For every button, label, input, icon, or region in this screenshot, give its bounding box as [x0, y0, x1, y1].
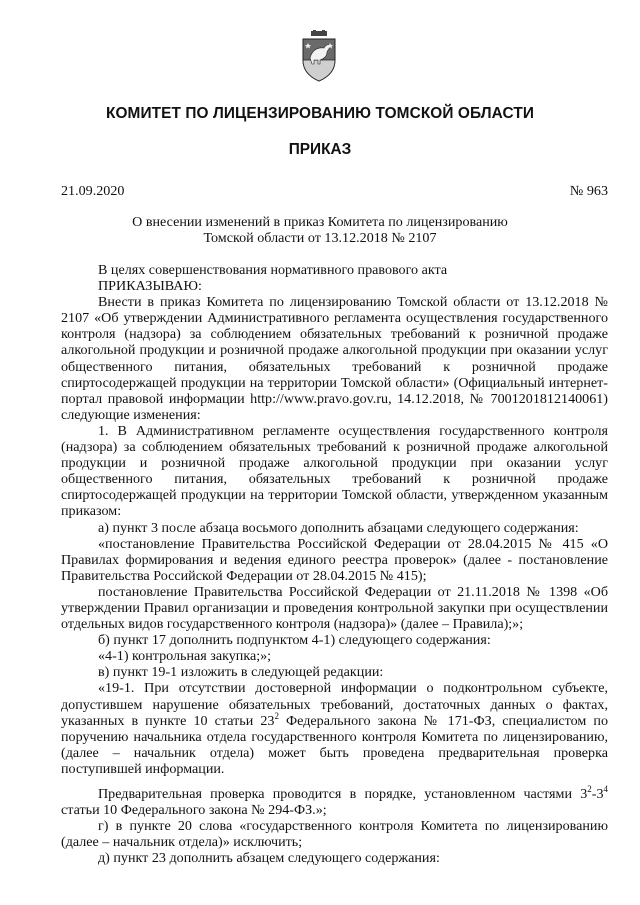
paragraph-order: ПРИКАЗЫВАЮ: [98, 278, 202, 295]
paragraph-item-v: в) пункт 19-1 изложить в следующей редакции: [98, 664, 384, 681]
order-subject [0, 214, 640, 246]
paragraph-subitem-4-1: «4-1) контрольная закупка;»; [98, 648, 272, 665]
date-number-line [61, 183, 608, 200]
order-number: № 963 [569, 183, 608, 199]
organization-title: КОМИТЕТ ПО ЛИЦЕНЗИРОВАНИЮ ТОМСКОЙ ОБЛАСТИ [105, 105, 534, 122]
paragraph-purpose: В целях совершенствования нормативного правового акта [98, 262, 448, 278]
paragraph-item-b: б) пункт 17 дополнить подпунктом 4-1) следующего содержания: [98, 632, 491, 649]
subject-line-1: О внесении изменений в приказ Комитета по лицензированию [132, 214, 508, 230]
order-body [61, 262, 608, 866]
subject-line-2: Томской области от 13.12.2018 № 2107 [203, 230, 437, 247]
paragraph-amend-order: Внести в приказ Комитета по лицензированию Томской области от 13.12.2018 № 2107 «Об утверждении Административного регламента осуществления государственного контроля (надзора) за соблюдением обязательных требований к розничной продаже алкогольной продукции и розничной продаже алкогольной продукции при оказании услуг общественного питания, обязательных требований к розничной продаже спиртосодержащей продукции на территории Томской области» (Официальный интернет-портал правовой информации http://www.pravo.gov.ru, 14.12.2018, № 7001201812140061) следующие изменения: [61, 294, 608, 423]
order-date: 21.09.2020 [61, 183, 125, 199]
document-type-title: ПРИКАЗ [288, 141, 352, 158]
paragraph-resolution-1398: постановление Правительства Российской Федерации от 21.11.2018 № 1398 «Об утверждении Правил организации и проведения контрольной закупки при осуществлении отдельных видов государственного контроля (надзора)» (далее – Правила);»; [61, 583, 608, 633]
paragraph-item-g: г) в пункте 20 слова «государственного контроля Комитета по лицензированию (далее – начальник отдела)» исключить; [61, 818, 608, 851]
paragraph-item-1: 1. В Административном регламенте осуществления государственного контроля (надзора) за соблюдением обязательных требований к розничной продаже алкогольной продукции и розничной продаже алкогольной продукции при оказании услуг общественного питания, обязательных требований к розничной продаже спиртосодержащей продукции на территории Томской области, утвержденном указанным приказом: [61, 422, 608, 520]
paragraph-item-a: а) пункт 3 после абзаца восьмого дополнить абзацами следующего содержания: [98, 519, 579, 536]
paragraph-19-1: «19-1. При отсутствии достоверной информации о подконтрольном субъекте, допустившем нарушение обязательных требований, достаточных данных о фактах, указанных в пункте 10 статьи $23^2$ Федерального закона № 171-ФЗ, специалистом по поручению начальника отдела государственного контроля Комитета по лицензированию, (далее – начальник отдела) может быть проведена предварительная проверка поступившей информации. [61, 680, 608, 777]
paragraph-resolution-415: «постановление Правительства Российской Федерации от 28.04.2015 № 415 «О Правилах формирования и ведения единого реестра проверок» (далее - постановление Правительства Российской Федерации от 28.04.2015 № 415); [61, 535, 608, 584]
tomsk-coat-of-arms-icon [300, 30, 338, 82]
paragraph-preliminary-check: Предварительная проверка проводится в порядке, установленном частями $3^2-3^4$ статьи 10 Федерального закона № 294-ФЗ.»; [61, 784, 608, 819]
paragraph-item-d: д) пункт 23 дополнить абзацем следующего содержания: [98, 850, 440, 867]
